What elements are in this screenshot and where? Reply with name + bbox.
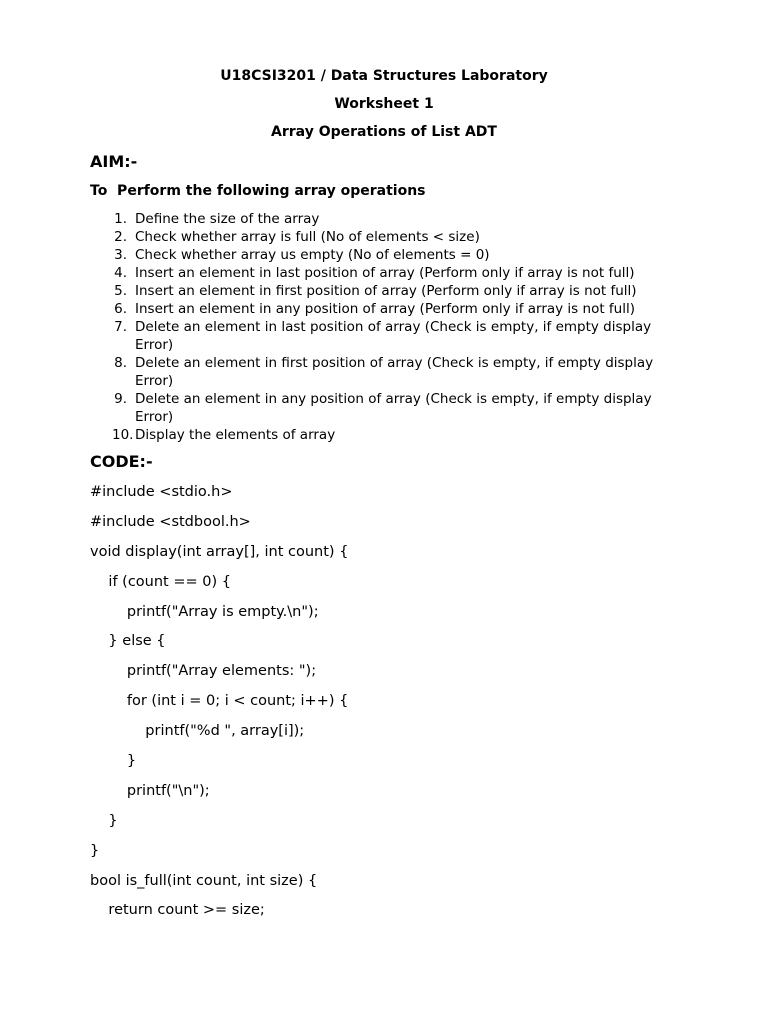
code-heading: CODE:- xyxy=(90,452,153,471)
list-item xyxy=(90,300,680,318)
document-title: Array Operations of List ADT xyxy=(271,124,497,140)
code-block xyxy=(90,482,730,930)
code-line: #include <stdbool.h> xyxy=(90,513,251,530)
code-line: #include <stdio.h> xyxy=(90,484,233,500)
code-line: printf("%d ", array[i]); xyxy=(90,723,305,740)
list-text: Insert an element in last position of array (Perform only if array is not full) xyxy=(135,265,635,281)
list-text: Delete an element in any position of array (Check is empty, if empty display Error) xyxy=(135,391,652,425)
code-line: if (count == 0) { xyxy=(90,573,231,590)
list-text: Insert an element in first position of array (Perform only if array is not full) xyxy=(135,283,637,299)
list-item xyxy=(90,282,680,300)
operations-list xyxy=(90,210,680,444)
list-item xyxy=(90,354,680,390)
list-item xyxy=(90,228,680,246)
list-number: 5. xyxy=(114,283,127,299)
list-number: 2. xyxy=(114,229,127,245)
list-number: 10. xyxy=(112,427,134,443)
list-number: 1. xyxy=(114,211,127,227)
code-line: } xyxy=(90,812,118,829)
list-item xyxy=(90,390,680,426)
code-line: printf("Array is empty.\n"); xyxy=(90,603,319,620)
list-text: Check whether array is full (No of elements < size) xyxy=(135,229,480,245)
code-line: printf("\n"); xyxy=(90,782,210,799)
code-line: for (int i = 0; i < count; i++) { xyxy=(90,693,349,710)
list-item xyxy=(90,318,680,354)
aim-heading: AIM:- xyxy=(90,152,138,171)
list-text: Delete an element in last position of array (Check is empty, if empty display Error) xyxy=(135,319,652,353)
code-line: } xyxy=(90,842,100,859)
list-item xyxy=(90,426,680,444)
list-text: Check whether array us empty (No of elements = 0) xyxy=(135,247,490,263)
list-number: 6. xyxy=(114,301,127,317)
code-line: printf("Array elements: "); xyxy=(90,663,317,680)
list-text: Delete an element in first position of array (Check is empty, if empty display Error) xyxy=(135,355,654,389)
code-line: bool is_full(int count, int size) { xyxy=(90,872,318,889)
list-text: Insert an element in any position of array (Perform only if array is not full) xyxy=(135,301,635,317)
worksheet-label: Worksheet 1 xyxy=(334,96,434,112)
list-number: 3. xyxy=(114,247,127,263)
code-line: return count >= size; xyxy=(90,902,265,919)
list-item xyxy=(90,210,680,228)
list-item xyxy=(90,246,680,264)
list-number: 7. xyxy=(114,319,127,335)
list-number: 4. xyxy=(114,265,127,281)
aim-intro: To Perform the following array operations xyxy=(90,183,426,199)
list-text: Display the elements of array xyxy=(135,427,336,443)
code-line: } xyxy=(90,753,137,770)
list-number: 9. xyxy=(114,391,127,407)
list-text: Define the size of the array xyxy=(135,211,320,227)
code-line: void display(int array[], int count) { xyxy=(90,543,349,560)
code-line: } else { xyxy=(90,633,166,650)
list-item xyxy=(90,264,680,282)
course-title: U18CSI3201 / Data Structures Laboratory xyxy=(220,68,548,84)
list-number: 8. xyxy=(114,355,127,371)
